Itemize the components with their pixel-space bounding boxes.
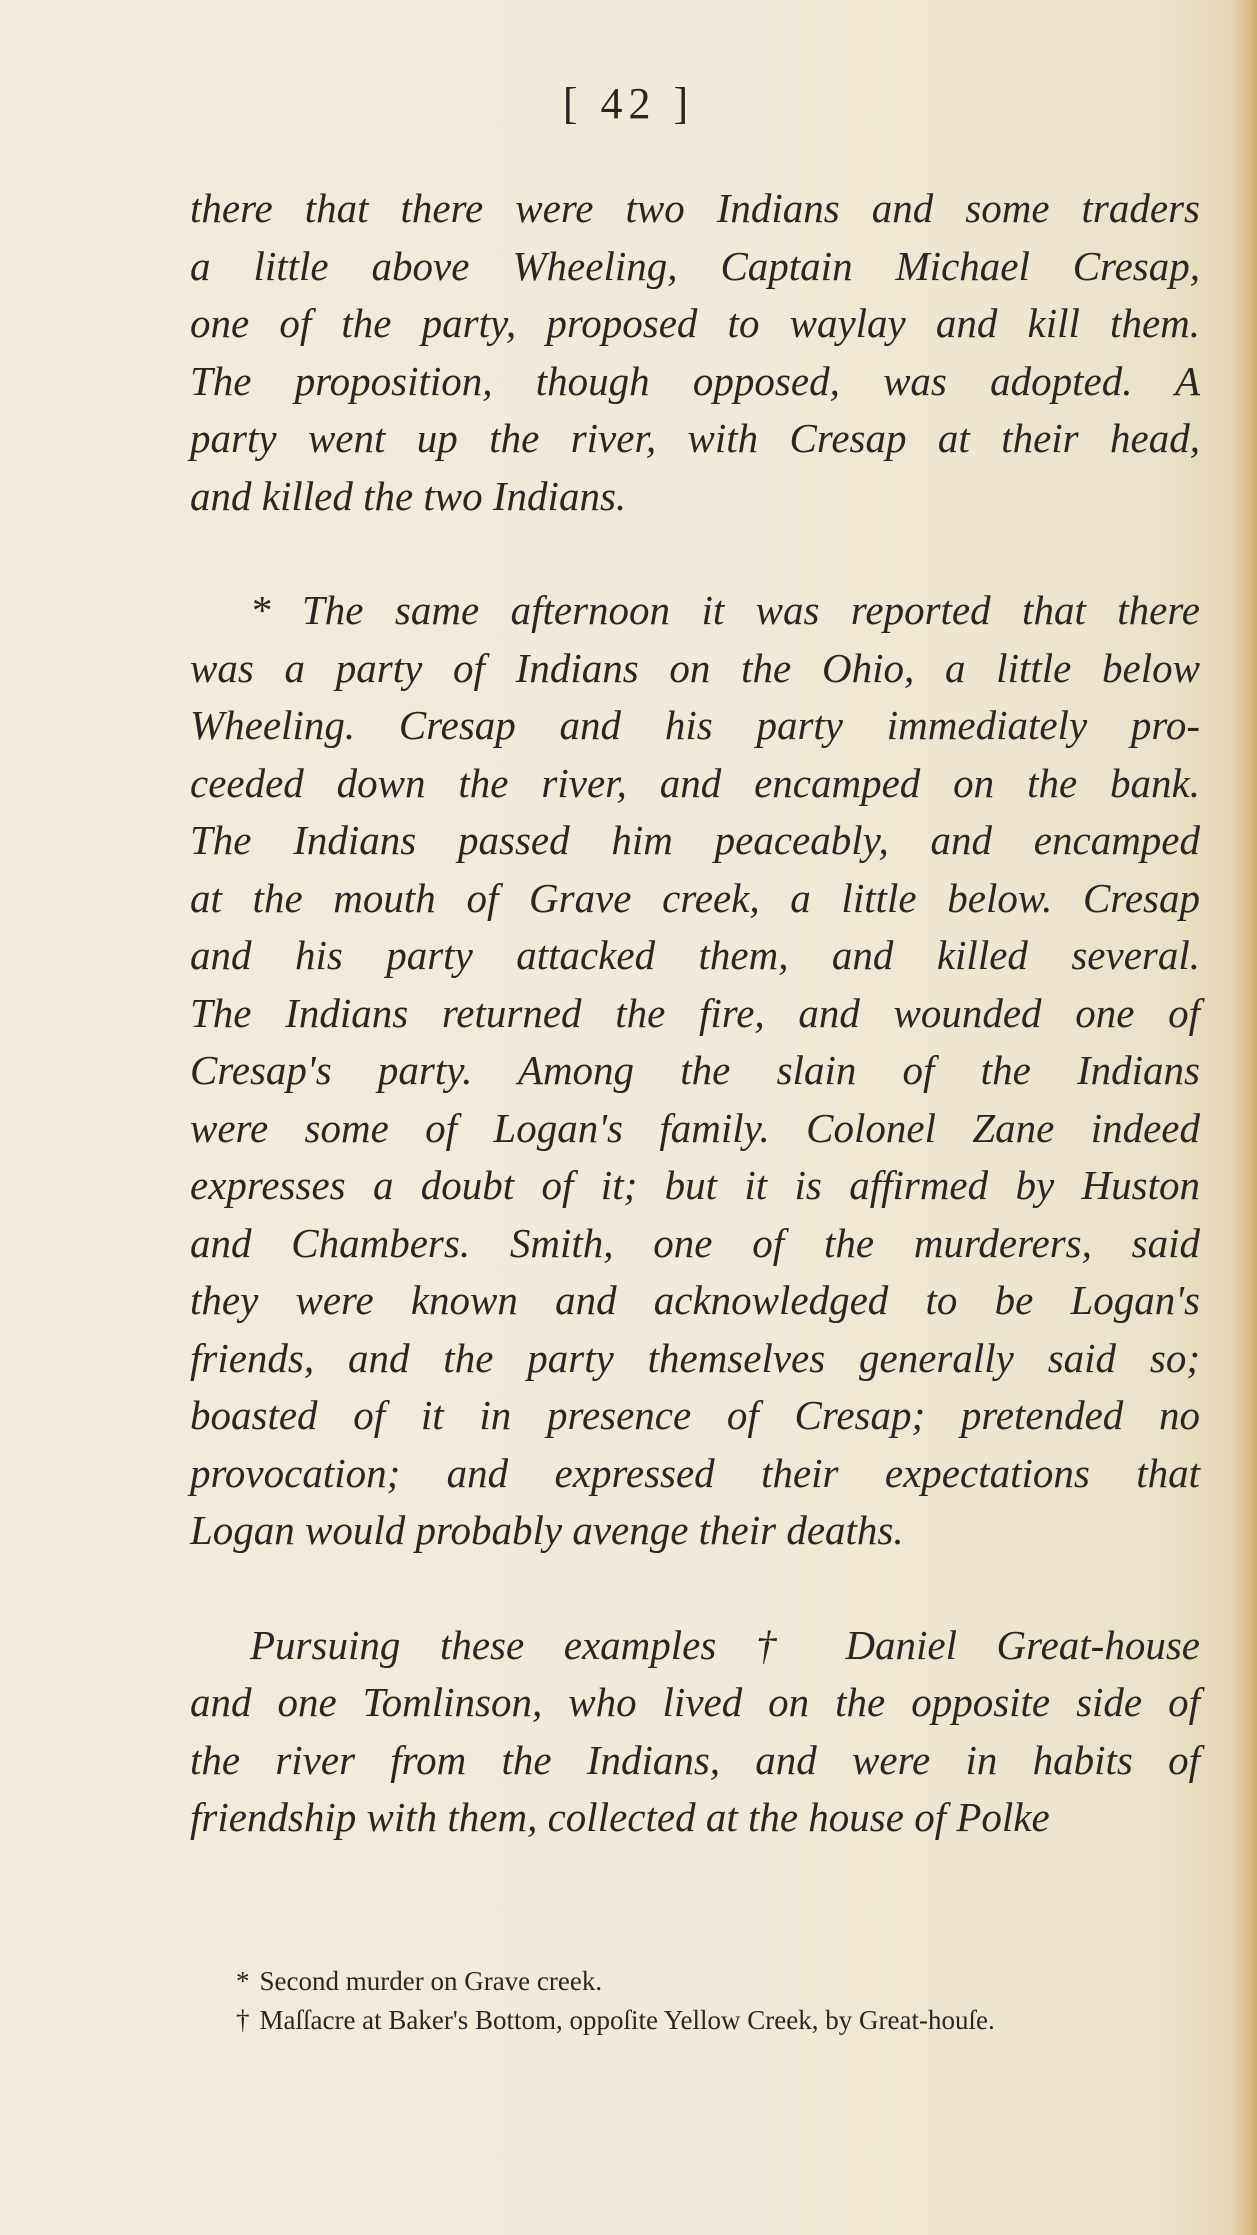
text-line: boasted of it in presence of Cresap; pretended no [190, 1392, 1200, 1438]
footnote [236, 2001, 1166, 2040]
text-line: provocation; and expressed their expectations that [190, 1449, 1200, 1496]
text-line: a little above Wheeling, Captain Michael Cresap, [190, 242, 1200, 289]
text-line: friends, and the party themselves generally said so; [190, 1334, 1200, 1381]
text-line: party went up the river, with Cresap at their head, [190, 415, 1200, 461]
text-line: expresses a doubt of it; but it is affirmed by Huston [190, 1162, 1200, 1208]
text-line: were some of Logan's family. Colonel Zane indeed [190, 1104, 1200, 1151]
text-line: The Indians passed him peaceably, and encamped [190, 817, 1200, 863]
paragraph [190, 180, 1200, 525]
footnote-mark: * [236, 1966, 250, 1996]
footnote [236, 1962, 1166, 2001]
paragraph-gap [190, 525, 1200, 582]
footnote-text: Second murder on Grave creek. [259, 1966, 603, 1996]
text-line: one of the party, proposed to waylay and kill them. [190, 300, 1200, 346]
page-edge-shadow [1231, 0, 1257, 2235]
footnotes [236, 1962, 1166, 2040]
text-line: friendship with them, collected at the house of Polke [190, 1794, 1050, 1840]
text-line: ceeded down the river, and encamped on the bank. [190, 759, 1200, 806]
body-text [190, 180, 1200, 1847]
paragraph-gap [190, 1560, 1200, 1617]
text-line: and one Tomlinson, who lived on the opposite side of [190, 1679, 1200, 1725]
text-line: Wheeling. Cresap and his party immediately pro- [190, 702, 1200, 748]
text-line: The Indians returned the fire, and wounded one of [190, 989, 1200, 1036]
text-line: Logan would probably avenge their deaths. [190, 1507, 904, 1553]
text-line: * The same afternoon it was reported that there [250, 587, 1200, 633]
text-line: there that there were two Indians and some traders [190, 185, 1200, 231]
text-line: The proposition, though opposed, was adopted. A [190, 357, 1200, 404]
text-line: at the mouth of Grave creek, a little below. Cresap [190, 874, 1200, 921]
footnote-mark: † [236, 2005, 250, 2035]
text-line: the river from the Indians, and were in habits of [190, 1736, 1200, 1783]
footnote-text: Maſſacre at Baker's Bottom, oppoſite Yellow Creek, by Great-houſe. [259, 2005, 995, 2035]
text-line: and killed the two Indians. [190, 472, 627, 519]
text-line: and his party attacked them, and killed several. [190, 932, 1200, 978]
text-line: Pursuing these examples † Daniel Great-house [250, 1621, 1200, 1668]
text-line: they were known and acknowledged to be Logan's [190, 1277, 1200, 1323]
paragraph [190, 1617, 1200, 1847]
text-line: was a party of Indians on the Ohio, a little below [190, 644, 1200, 691]
text-line: and Chambers. Smith, one of the murderers, said [190, 1219, 1200, 1266]
text-line: Cresap's party. Among the slain of the Indians [190, 1047, 1200, 1093]
paragraph [190, 582, 1200, 1560]
page-number: [ 42 ] [562, 79, 695, 128]
